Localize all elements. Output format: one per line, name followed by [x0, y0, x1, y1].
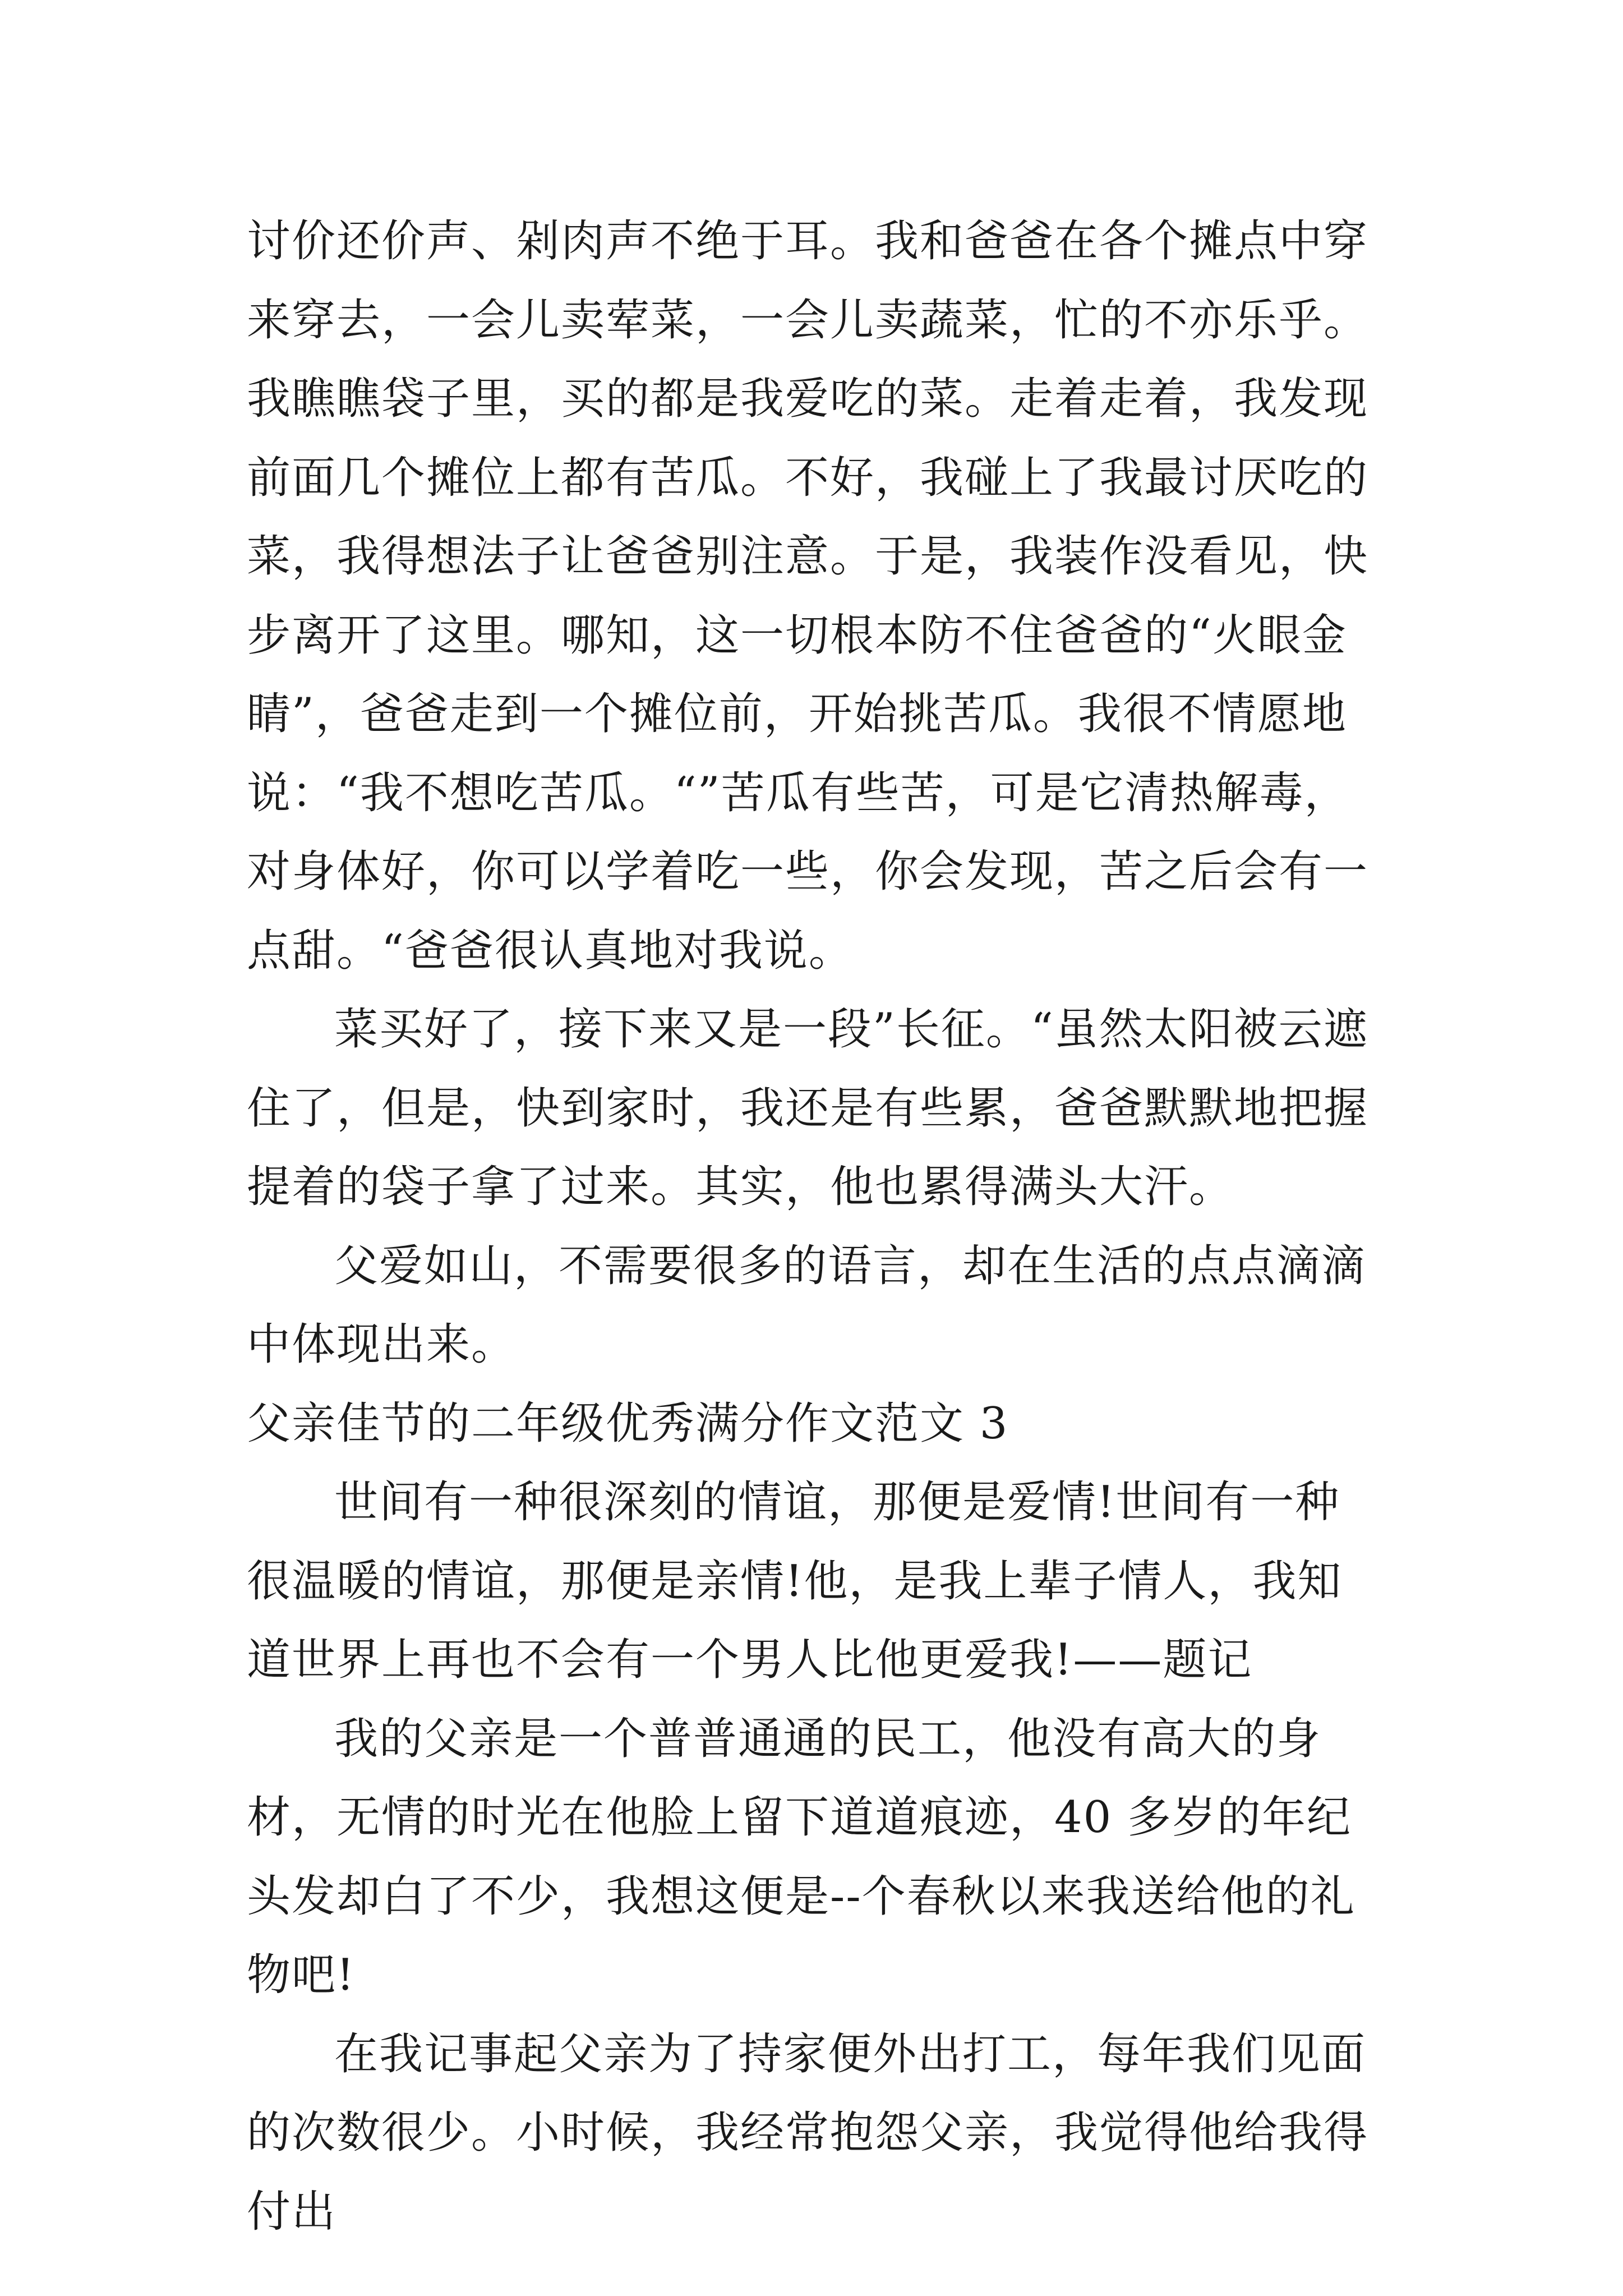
section-heading: 父亲佳节的二年级优秀满分作文范文 3	[247, 1398, 1009, 1449]
paragraph: 我的父亲是一个普普通通的民工，他没有高大的身材，无情的时光在他脸上留下道道痕迹，40 多岁的年纪头发却白了不少，我想这便是--个春秋以来我送给他的礼物吧!	[247, 1713, 1355, 2000]
paragraph: 父爱如山，不需要很多的语言，却在生活的点点滴滴中体现出来。	[247, 1240, 1367, 1370]
paragraph: 世间有一种很深刻的情谊，那便是爱情!世间有一种很温暖的情谊，那便是亲情!他，是我上辈子情人，我知道世界上再也不会有一个男人比他更爱我!——题记	[247, 1477, 1343, 1685]
paragraph: 在我记事起父亲为了持家便外出打工，每年我们见面的次数很少。小时候，我经常抱怨父亲，我觉得他给我得付出	[247, 2028, 1369, 2237]
paragraph: 菜买好了，接下来又是一段”长征。“虽然太阳被云遮住了，但是，快到家时，我还是有些累，爸爸默默地把握提着的袋子拿了过来。其实，他也累得满头大汗。	[247, 1004, 1369, 1212]
document-body	[247, 202, 1380, 2251]
paragraph-continuation: 讨价还价声、剁肉声不绝于耳。我和爸爸在各个摊点中穿来穿去，一会儿卖荤菜，一会儿卖蔬菜，忙的不亦乐乎。我瞧瞧袋子里，买的都是我爱吃的菜。走着走着，我发现前面几个摊位上都有苦瓜。不好，我碰上了我最讨厌吃的菜，我得想法子让爸爸别注意。于是，我装作没看见，快步离开了这里。哪知，这一切根本防不住爸爸的“火眼金睛”，爸爸走到一个摊位前，开始挑苦瓜。我很不情愿地说：“我不想吃苦瓜。“”苦瓜有些苦，可是它清热解毒，对身体好，你可以学着吃一些，你会发现，苦之后会有一点甜。“爸爸很认真地对我说。	[247, 216, 1369, 976]
